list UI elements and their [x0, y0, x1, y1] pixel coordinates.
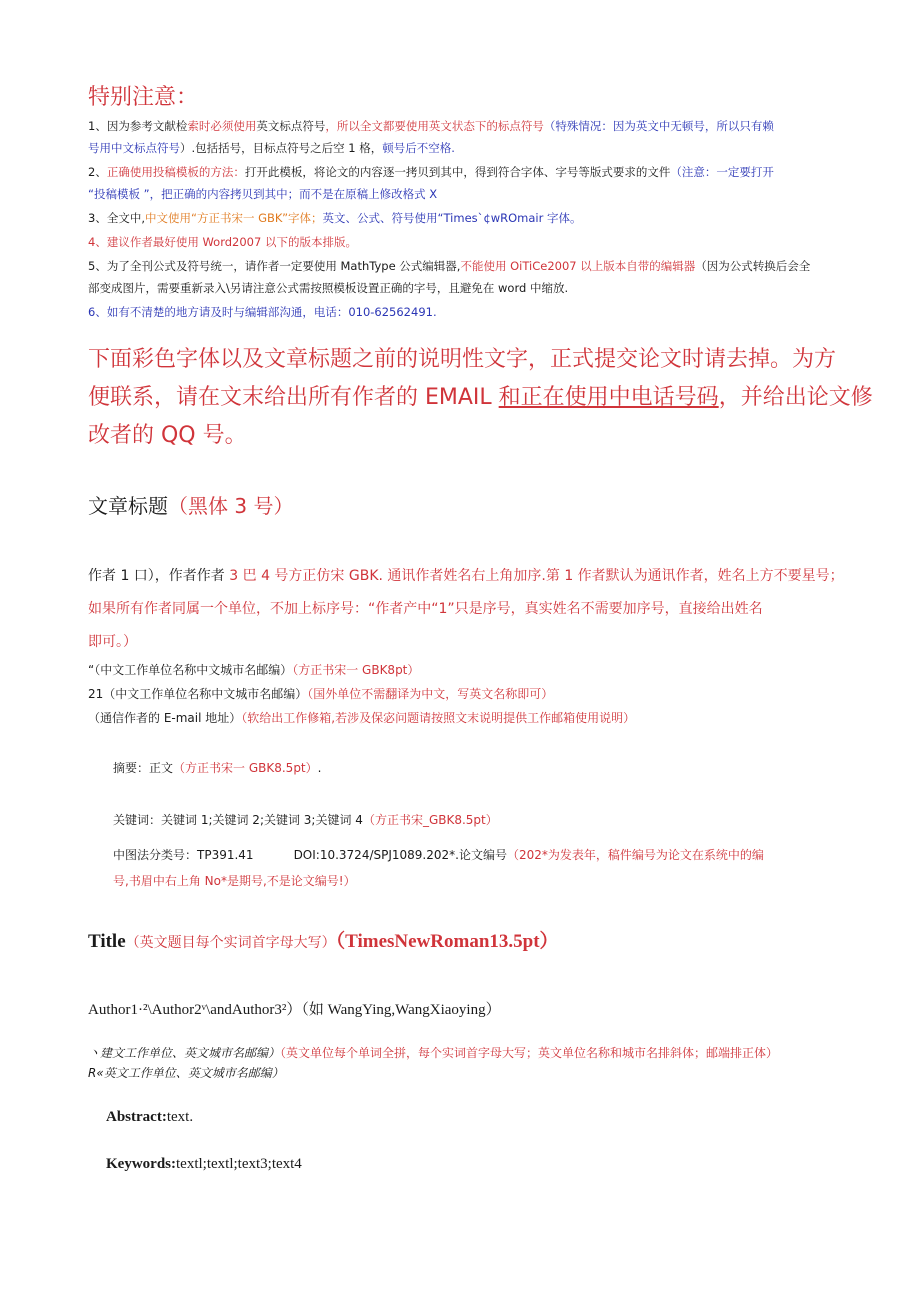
notice-item-5-line-2: 部变成图片，需要重新录入\另请注意公式需按照模板设置正确的字号，且避免在 word 中缩放.	[88, 281, 569, 295]
abstract-cn: 摘要：正文（方正书宋一 GBK8.5pt）.	[113, 761, 322, 775]
author-line-2: 如果所有作者同属一个单位，不加上标序号：“作者产中“1”只是序号，真实姓名不需要加序号，直接给出姓名	[88, 601, 763, 617]
english-authors: Author1·²\Author2ᵛ\andAuthor3²）（如 WangYing,WangXiaoying）	[88, 1002, 501, 1018]
notice-item-1-line-2: 号用中文标点符号）.包括括号，目标点符号之后空 1 格，顿号后不空格.	[88, 141, 455, 155]
notice-title: 特别注意：	[88, 85, 199, 110]
instruction-line-3: 改者的 QQ 号。	[88, 423, 247, 448]
affiliation-1: “（中文工作单位名称中文城市名邮编）（方正书宋一 GBK8pt）	[88, 663, 420, 677]
corresponding-email: （通信作者的 E-mail 地址）（软给出工作修箱,若涉及保宓问题请按照文末说明提供工作邮箱使用说明）	[88, 711, 636, 725]
notice-item-6: 6、如有不清楚的地方请及时与编辑部沟通，电话：010-62562491.	[88, 305, 437, 319]
author-line-1: 作者 1 口），作者作者 3 巴 4 号方正仿宋 GBK. 通讯作者姓名右上角加序.第 1 作者默认为通讯作者，姓名上方不要星号；	[88, 568, 844, 584]
instruction-line-2: 便联系，请在文末给出所有作者的 EMAIL 和正在使用中电话号码，并给出论文修	[88, 385, 873, 410]
notice-item-4: 4、建议作者最好使用 Word2007 以下的版本排版。	[88, 235, 357, 249]
instruction-line-1: 下面彩色字体以及文章标题之前的说明性文字，正式提交论文时请去掉。为方	[88, 347, 837, 372]
notice-item-2-line-1: 2、正确使用投稿模板的方法：打开此模板，将论文的内容逐一拷贝到其中，得到符合字体、字号等版式要求的文件（注意：一定要打开	[88, 165, 774, 179]
article-title: 文章标题（黑体 3 号）	[88, 494, 294, 518]
english-title: Title（英文题目每个实词首字母大写）（TimesNewRoman13.5pt）	[88, 931, 559, 952]
english-abstract: Abstract:text.	[106, 1109, 194, 1125]
author-line-3: 即可。）	[88, 634, 137, 650]
classification-line-2: 号,书眉中右上角 No*是期号,不是论文编号!）	[113, 874, 356, 888]
keywords-cn: 关键词：关键词 1;关键词 2;关键词 3;关键词 4（方正书宋_GBK8.5pt）	[113, 813, 498, 827]
notice-item-1-line-1: 1、因为参考文献检索时必须使用英文标点符号，所以全文都要使用英文状态下的标点符号（特殊情况：因为英文中无顿号，所以只有赖	[88, 119, 774, 133]
notice-item-3: 3、全文中,中文使用“方正书宋一 GBK”字体；英文、公式、符号使用“Times`¢wROmair 字体。	[88, 211, 582, 225]
affiliation-2: 21（中文工作单位名称中文城市名邮编）（国外单位不需翻译为中文，写英文名称即可）	[88, 687, 554, 701]
notice-item-5-line-1: 5、为了全刊公式及符号统一，请作者一定要使用 MathType 公式编辑器,不能使用 OiTiCe2007 以上版本自带的编辑器（因为公式转换后会全	[88, 259, 811, 273]
english-keywords: Keywords:textl;textl;text3;text4	[106, 1156, 302, 1172]
notice-item-2-line-2: “投稿模板 ”，把正确的内容拷贝到其中；而不是在原稿上修改格式 X	[88, 187, 438, 201]
classification-line-1: 中图法分类号：TP391.41 DOI:10.3724/SPJ1089.202*.论文编号（202*为发表年，稿件编号为论文在系统中的编	[113, 848, 764, 862]
english-affiliation-2: R«英文工作单位、英文城市名邮编）	[88, 1066, 284, 1080]
english-affiliation-1: 丶建文工作单位、英文城市名邮编）（英文单位每个单词全拼，每个实词首字母大写；英文单位名称和城市名排斜体；邮端排正体）	[88, 1046, 779, 1060]
